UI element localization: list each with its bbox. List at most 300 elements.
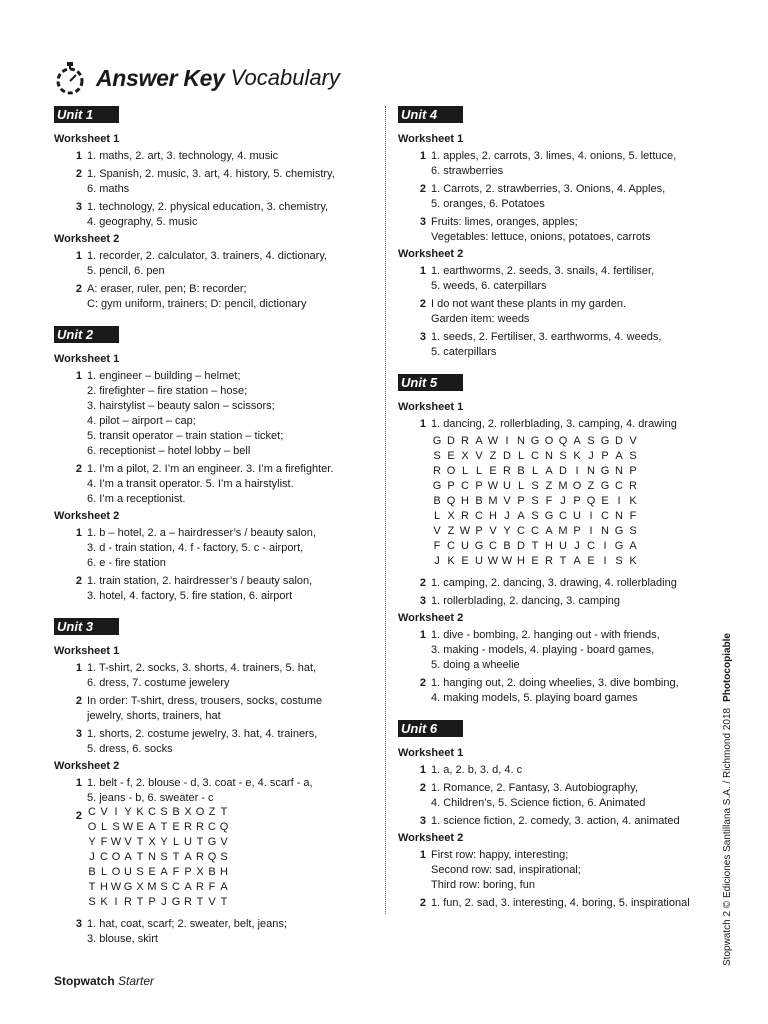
grid-row [430,465,716,480]
grid-letter: L [100,821,108,833]
grid-letter: R [196,851,204,863]
grid-letter: C [100,851,108,863]
grid-letter: I [603,540,607,552]
grid-letter: U [503,480,511,492]
grid-letter: X [461,450,469,462]
exercise-answer: 1. I’m a pilot, 2. I’m an engineer. 3. I’m a firefighter. 4. I’m a transit operator. 5. I’m a hairstylist. 6. I’m a receptionist. [87,463,334,505]
grid-letter: P [148,896,156,908]
exercise-number: 3 [419,331,426,343]
grid-row [430,450,716,465]
exercise-row [398,417,716,432]
worksheet-title: Worksheet 1 [398,401,464,413]
grid-letter: G [530,435,540,447]
grid-letter: O [195,806,205,818]
grid-letter: R [433,465,441,477]
grid-letter: J [434,555,440,567]
grid-letter: M [147,881,157,893]
worksheet-title: Worksheet 1 [398,133,464,145]
grid-letter: B [517,465,525,477]
grid-letter: Q [207,851,217,863]
exercise-answer: Fruits: limes, oranges, apples; Vegetables: lettuce, onions, potatoes, carrots [431,216,651,243]
grid-letter: F [629,510,637,522]
worksheet-title: Worksheet 1 [398,747,464,759]
exercise-row [398,264,716,294]
grid-row [430,525,716,540]
grid-letter: S [587,435,595,447]
grid-letter: X [148,836,156,848]
grid-letter: U [559,540,567,552]
grid-letter: H [517,555,525,567]
grid-letter: D [559,465,567,477]
grid-letter: E [148,866,156,878]
exercise-row [54,200,364,230]
grid-letter: I [589,525,593,537]
grid-letter: U [475,555,483,567]
grid-letter: C [601,510,609,522]
exercise-number: 1 [419,265,426,277]
grid-letter: Y [124,806,132,818]
grid-letter: E [461,555,469,567]
exercise-answer: 1. dancing, 2. rollerblading, 3. camping, 4. drawing [431,418,677,430]
exercise-answer: 1. engineer – building – helmet; 2. firefighter – fire station – hose; 3. hairstylist – beauty salon – scissors; 4. pilot – airport – cap; 5. transit operator – train station – ticket; 6. receptionist – hotel lobby – bell [87,370,284,457]
worksheet-title: Worksheet 2 [398,832,464,844]
grid-letter: U [124,866,132,878]
grid-letter: R [461,435,469,447]
grid-letter: K [573,450,581,462]
exercise-row [398,182,716,212]
grid-letter: S [220,851,228,863]
grid-letter: J [504,510,510,522]
grid-letter: W [487,555,499,567]
exercise-number: 2 [75,695,82,707]
grid-letter: U [461,540,469,552]
grid-letter: B [503,540,511,552]
grid-letter: L [172,836,180,848]
exercise-answer: 1. belt - f, 2. blouse - d, 3. coat - e, 4. scarf - a, 5. jeans - b, 6. sweater - c [87,777,313,804]
exercise-answer: I do not want these plants in my garden. Garden item: weeds [431,298,627,325]
grid-letter: P [447,480,455,492]
grid-letter: J [574,540,580,552]
grid-letter: X [447,510,455,522]
grid-letter: B [475,495,483,507]
exercise-number: 2 [419,298,426,310]
exercise-number: 3 [419,216,426,228]
grid-row [86,851,364,866]
exercise-number: 2 [75,810,82,822]
grid-letter: N [545,450,553,462]
grid-letter: G [614,540,624,552]
grid-letter: I [114,896,118,908]
exercise-answer: 1. seeds, 2. Fertiliser, 3. earthworms, 4. weeds, 5. caterpillars [431,331,662,358]
grid-letter: Q [446,495,456,507]
grid-letter: C [531,450,539,462]
exercise-number: 2 [419,677,426,689]
exercise-answer: 1. recorder, 2. calculator, 3. trainers, 4. dictionary, 5. pencil, 6. pen [87,250,328,277]
grid-letter: M [558,480,568,492]
exercise-number: 1 [75,527,82,539]
grid-letter: T [160,821,168,833]
grid-row [430,435,716,450]
grid-letter: R [629,480,637,492]
grid-letter: L [475,465,483,477]
grid-letter: J [161,896,167,908]
grid-letter: O [446,465,456,477]
unit-section [398,720,716,911]
exercise-row [398,848,716,893]
unit-section [54,106,364,312]
exercise-row [398,763,716,778]
exercise-row [54,574,364,604]
exercise-row [54,917,364,947]
grid-letter: R [196,821,204,833]
page-header [52,56,340,100]
grid-letter: T [136,836,144,848]
exercise-number: 1 [75,250,82,262]
exercise-answer: First row: happy, interesting; Second row: sad, inspirational; Third row: boring, fun [431,849,581,891]
grid-letter: F [208,881,216,893]
exercise-row [398,594,716,609]
exercise-row [54,694,364,724]
grid-letter: P [573,495,581,507]
grid-letter: S [433,450,441,462]
grid-letter: I [114,806,118,818]
page-subtitle: Vocabulary [230,65,340,90]
grid-letter: Q [586,495,596,507]
grid-letter: B [208,866,216,878]
grid-row [430,555,716,570]
worksheet-title: Worksheet 2 [54,510,120,522]
grid-letter: Z [545,480,553,492]
exercise-answer: 1. Romance, 2. Fantasy, 3. Autobiography, 4. Children’s, 5. Science fiction, 6. Animated [431,782,646,809]
exercise-answer: 1. rollerblading, 2. dancing, 3. camping [431,595,620,607]
grid-letter: G [600,480,610,492]
exercise-row [398,215,716,245]
unit-section [398,106,716,360]
grid-letter: C [587,540,595,552]
grid-letter: G [600,465,610,477]
grid-letter: K [100,896,108,908]
grid-letter: D [517,540,525,552]
exercise-answer: 1. earthworms, 2. seeds, 3. snails, 4. fertiliser, 5. weeds, 6. caterpillars [431,265,655,292]
grid-letter: T [220,896,228,908]
grid-letter: A [148,821,156,833]
grid-letter: A [124,851,132,863]
unit-section [54,618,364,947]
grid-letter: H [220,866,228,878]
grid-letter: S [160,806,168,818]
grid-row [86,821,364,836]
exercise-number: 1 [419,629,426,641]
grid-letter: A [615,450,623,462]
grid-letter: D [615,435,623,447]
word-search-grid [86,806,364,911]
grid-letter: I [603,555,607,567]
exercise-row [398,628,716,673]
grid-letter: L [100,866,108,878]
grid-letter: K [629,555,637,567]
exercise-number: 2 [75,168,82,180]
grid-letter: C [475,510,483,522]
exercise-answer: 1. train station, 2. hairdresser’s / beauty salon, 3. hotel, 4. factory, 5. fire station, 6. airport [87,575,313,602]
grid-letter: J [89,851,95,863]
grid-letter: L [517,450,525,462]
exercise-row [398,781,716,811]
grid-letter: D [447,435,455,447]
grid-letter: H [100,881,108,893]
grid-letter: C [148,806,156,818]
grid-letter: T [88,881,96,893]
word-search-grid [430,435,716,570]
grid-letter: V [100,806,108,818]
grid-letter: P [601,450,609,462]
exercise-row [54,462,364,507]
grid-letter: I [505,435,509,447]
grid-letter: C [531,525,539,537]
grid-letter: S [629,450,637,462]
exercise-answer: 1. T-shirt, 2. socks, 3. shorts, 4. trainers, 5. hat, 6. dress, 7. costume jewelery [87,662,317,689]
grid-letter: G [171,896,181,908]
grid-letter: A [517,510,525,522]
exercise-number: 2 [419,183,426,195]
grid-letter: U [184,836,192,848]
exercise-number: 2 [419,782,426,794]
grid-letter: J [588,450,594,462]
grid-letter: K [447,555,455,567]
grid-letter: R [184,821,192,833]
exercise-row [54,167,364,197]
grid-letter: W [110,836,122,848]
exercise-answer: 1. Carrots, 2. strawberries, 3. Onions, 4. Apples, 5. oranges, 6. Potatoes [431,183,666,210]
grid-letter: S [559,450,567,462]
grid-letter: L [433,510,441,522]
column-divider [385,106,386,914]
unit-title: Unit 4 [398,106,463,123]
unit-title: Unit 3 [54,618,119,635]
exercise-row [398,330,716,360]
worksheet-title: Worksheet 2 [54,233,120,245]
left-column [54,106,364,961]
exercise-row [54,249,364,279]
grid-letter: Y [88,836,96,848]
grid-letter: E [447,450,455,462]
grid-letter: Q [219,821,229,833]
exercise-number: 1 [419,764,426,776]
exercise-number: 3 [75,918,82,930]
exercise-row [54,149,364,164]
grid-letter: S [160,851,168,863]
grid-row [86,806,364,821]
grid-letter: Z [447,525,455,537]
grid-letter: I [617,495,621,507]
exercise-number: 1 [75,150,82,162]
grid-letter: V [629,435,637,447]
grid-letter: T [531,540,539,552]
grid-letter: Z [489,450,497,462]
copyright-note: Stopwatch 2 © Ediciones Santillana S.A. / Richmond 2018Photocopiable [722,633,733,966]
exercise-number: 3 [419,595,426,607]
exercise-row [398,149,716,179]
grid-letter: Z [587,480,595,492]
grid-letter: S [531,495,539,507]
grid-row [86,866,364,881]
exercise-number: 3 [75,728,82,740]
grid-letter: B [172,806,180,818]
grid-letter: V [124,836,132,848]
exercise-answer: 1. technology, 2. physical education, 3. chemistry, 4. geography, 5. music [87,201,329,228]
exercise-number: 2 [75,283,82,295]
grid-letter: X [136,881,144,893]
grid-letter: T [136,896,144,908]
grid-letter: W [110,881,122,893]
unit-title: Unit 6 [398,720,463,737]
exercise-answer: In order: T-shirt, dress, trousers, socks, costume jewelry, shorts, trainers, hat [87,695,323,722]
exercise-answer: A: eraser, ruler, pen; B: recorder; C: gym uniform, trainers; D: pencil, dictionary [87,283,307,310]
grid-letter: C [615,480,623,492]
grid-letter: N [587,465,595,477]
grid-letter: A [545,465,553,477]
worksheet-title: Worksheet 1 [54,353,120,365]
exercise-number: 2 [75,463,82,475]
grid-letter: R [196,881,204,893]
grid-letter: A [629,540,637,552]
grid-letter: Y [160,836,168,848]
grid-letter: G [432,480,442,492]
grid-row [86,881,364,896]
exercise-row [398,676,716,706]
grid-letter: A [220,881,228,893]
exercise-number: 1 [419,418,426,430]
exercise-number: 2 [419,577,426,589]
grid-letter: R [461,510,469,522]
grid-letter: R [503,465,511,477]
exercise-row [398,814,716,829]
grid-letter: O [111,866,121,878]
grid-letter: D [503,450,511,462]
worksheet-title: Worksheet 1 [54,645,120,657]
exercise-answer: 1. Spanish, 2. music, 3. art, 4. history, 5. chemistry, 6. maths [87,168,335,195]
worksheet-title: Worksheet 2 [54,760,120,772]
grid-letter: C [559,510,567,522]
unit-title: Unit 5 [398,374,463,391]
grid-letter: T [220,806,228,818]
grid-letter: K [629,495,637,507]
grid-letter: X [196,866,204,878]
grid-letter: O [111,851,121,863]
stopwatch-icon [52,60,88,96]
grid-letter: O [544,435,554,447]
exercise-row [54,661,364,691]
grid-letter: S [531,480,539,492]
unit-section [398,374,716,706]
worksheet-title: Worksheet 2 [398,612,464,624]
grid-letter: N [601,525,609,537]
exercise-number: 2 [419,897,426,909]
grid-letter: C [447,540,455,552]
grid-letter: F [433,540,441,552]
exercise-number: 1 [75,777,82,789]
page-title: Answer Key [96,64,225,91]
grid-letter: U [573,510,581,522]
footer-brand: Stopwatch Starter [54,974,155,988]
exercise-answer: 1. a, 2. b, 3. d, 4. c [431,764,523,776]
grid-letter: G [614,525,624,537]
grid-row [430,495,716,510]
grid-letter: J [560,495,566,507]
grid-letter: S [88,896,96,908]
exercise-row [398,576,716,591]
grid-letter: G [432,435,442,447]
grid-row [430,510,716,525]
grid-letter: C [88,806,96,818]
grid-letter: O [87,821,97,833]
grid-letter: K [136,806,144,818]
grid-row [86,896,364,911]
grid-letter: E [587,555,595,567]
grid-letter: G [474,540,484,552]
grid-letter: S [136,866,144,878]
grid-letter: F [100,836,108,848]
grid-letter: N [615,510,623,522]
grid-letter: M [488,495,498,507]
exercise-number: 2 [75,575,82,587]
exercise-row [54,369,364,459]
grid-letter: E [601,495,609,507]
grid-letter: P [517,495,525,507]
grid-letter: S [112,821,120,833]
exercise-row [54,526,364,571]
grid-row [430,540,716,555]
grid-letter: M [558,525,568,537]
exercise-number: 1 [419,150,426,162]
exercise-answer: 1. hanging out, 2. doing wheelies, 3. dive bombing, 4. making models, 5. playing board games [431,677,679,704]
grid-letter: B [88,866,96,878]
exercise-answer: 1. hat, coat, scarf; 2. sweater, belt, jeans; 3. blouse, skirt [87,918,287,945]
right-column [398,106,716,925]
grid-letter: P [184,866,192,878]
grid-letter: H [545,540,553,552]
grid-letter: A [160,866,168,878]
grid-letter: H [489,510,497,522]
grid-letter: V [220,836,228,848]
grid-letter: S [629,525,637,537]
grid-letter: G [544,510,554,522]
exercise-answer: 1. maths, 2. art, 3. technology, 4. music [87,150,279,162]
exercise-number: 3 [75,201,82,213]
grid-letter: A [184,851,192,863]
grid-letter: F [172,866,180,878]
exercise-row [398,297,716,327]
grid-letter: F [545,495,553,507]
grid-letter: O [572,480,582,492]
grid-letter: A [184,881,192,893]
worksheet-title: Worksheet 1 [54,133,120,145]
grid-letter: A [545,525,553,537]
exercise-answer: 1. science fiction, 2. comedy, 3. action, 4. animated [431,815,680,827]
grid-letter: L [531,465,539,477]
grid-letter: I [575,465,579,477]
exercise-number: 1 [75,370,82,382]
grid-letter: G [123,881,133,893]
grid-letter: R [545,555,553,567]
grid-letter: R [184,896,192,908]
grid-letter: N [517,435,525,447]
grid-letter: Q [558,435,568,447]
exercise-number: 1 [75,662,82,674]
exercise-answer: 1. shorts, 2. costume jewelry, 3. hat, 4. trainers, 5. dress, 6. socks [87,728,318,755]
exercise-number: 1 [419,849,426,861]
grid-letter: V [489,525,497,537]
grid-letter: W [487,480,499,492]
